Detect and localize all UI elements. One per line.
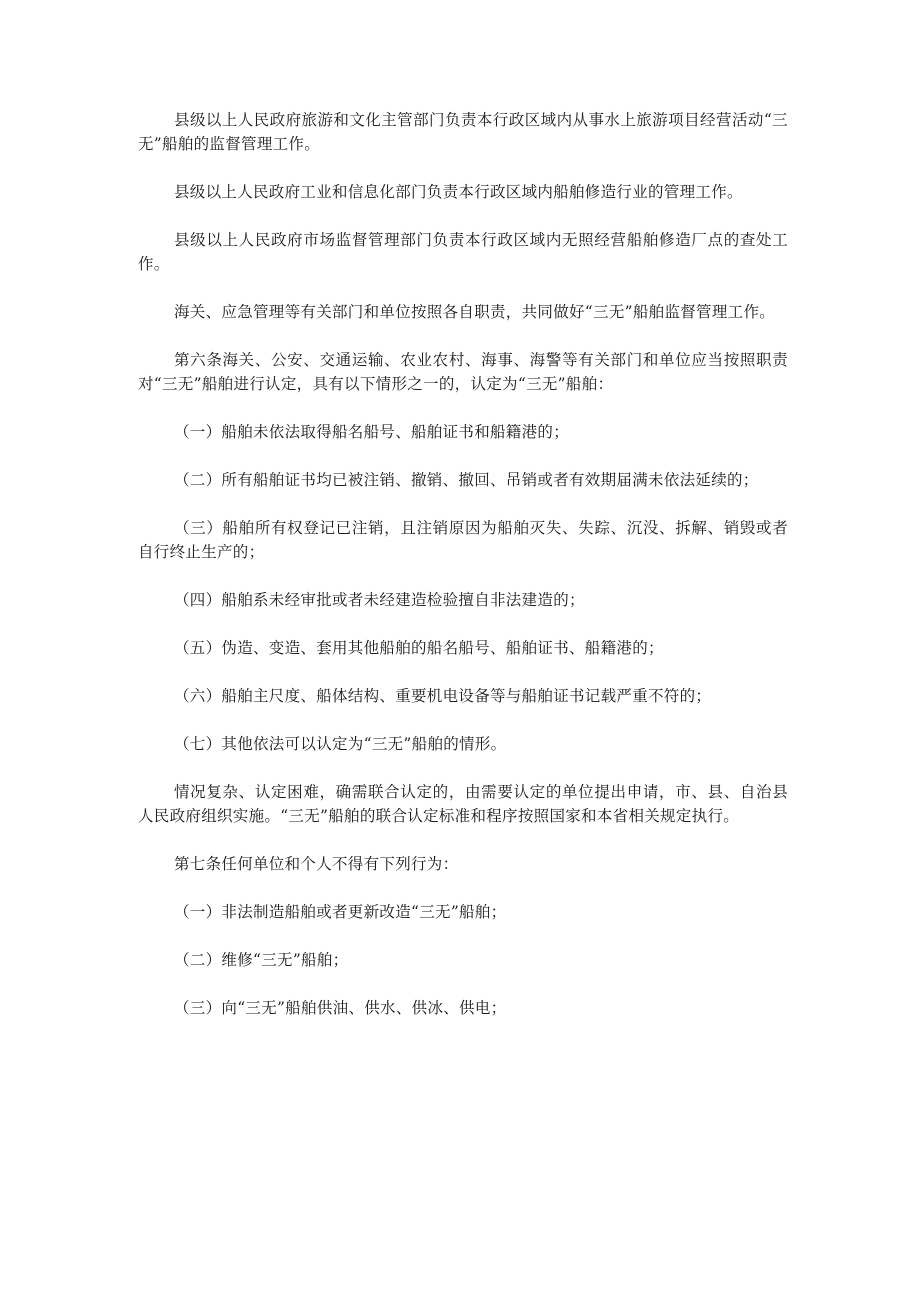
article-6-item-2: （二）所有船舶证书均已被注销、撤销、撤回、吊销或者有效期届满未依法延续的； xyxy=(174,471,759,489)
document-page xyxy=(138,108,788,1044)
article-6-item-5: （五）伪造、变造、套用其他船舶的船名船号、船舶证书、船籍港的； xyxy=(174,639,664,657)
paragraph-joint-identification: 情况复杂、认定困难，确需联合认定的，由需要认定的单位提出申请，市、县、自治县人民政府组织实施。“三无”船舶的联合认定标准和程序按照国家和本省相关规定执行。 xyxy=(138,783,788,825)
article-6-item-3: （三）船舶所有权登记已注销，且注销原因为船舶灭失、失踪、沉没、拆解、销毁或者自行终止生产的； xyxy=(138,519,788,561)
paragraph-industry-dept: 县级以上人民政府工业和信息化部门负责本行政区域内船舶修造行业的管理工作。 xyxy=(174,183,743,201)
article-6-item-4: （四）船舶系未经审批或者未经建造检验擅自非法建造的； xyxy=(174,591,585,609)
article-6-item-7: （七）其他依法可以认定为“三无”船舶的情形。 xyxy=(174,735,507,753)
paragraph-market-dept: 县级以上人民政府市场监督管理部门负责本行政区域内无照经营船舶修造厂点的查处工作。 xyxy=(138,231,788,273)
paragraph-tourism-dept: 县级以上人民政府旅游和文化主管部门负责本行政区域内从事水上旅游项目经营活动“三无”船舶的监督管理工作。 xyxy=(138,111,788,153)
article-7-item-1: （一）非法制造船舶或者更新改造“三无”船舶； xyxy=(174,903,507,921)
article-7-item-3: （三）向“三无”船舶供油、供水、供冰、供电； xyxy=(174,999,507,1017)
article-6-item-1: （一）船舶未依法取得船名船号、船舶证书和船籍港的； xyxy=(174,423,570,441)
article-7-item-2: （二）维修“三无”船舶； xyxy=(174,951,349,969)
article-6: 第六条海关、公安、交通运输、农业农村、海事、海警等有关部门和单位应当按照职责对“三无”船舶进行认定，具有以下情形之一的，认定为“三无”船舶： xyxy=(138,351,788,393)
article-7: 第七条任何单位和个人不得有下列行为： xyxy=(174,855,459,873)
article-6-item-6: （六）船舶主尺度、船体结构、重要机电设备等与船舶证书记载严重不符的； xyxy=(174,687,712,705)
paragraph-customs-emergency: 海关、应急管理等有关部门和单位按照各自职责，共同做好“三无”船舶监督管理工作。 xyxy=(174,303,776,321)
